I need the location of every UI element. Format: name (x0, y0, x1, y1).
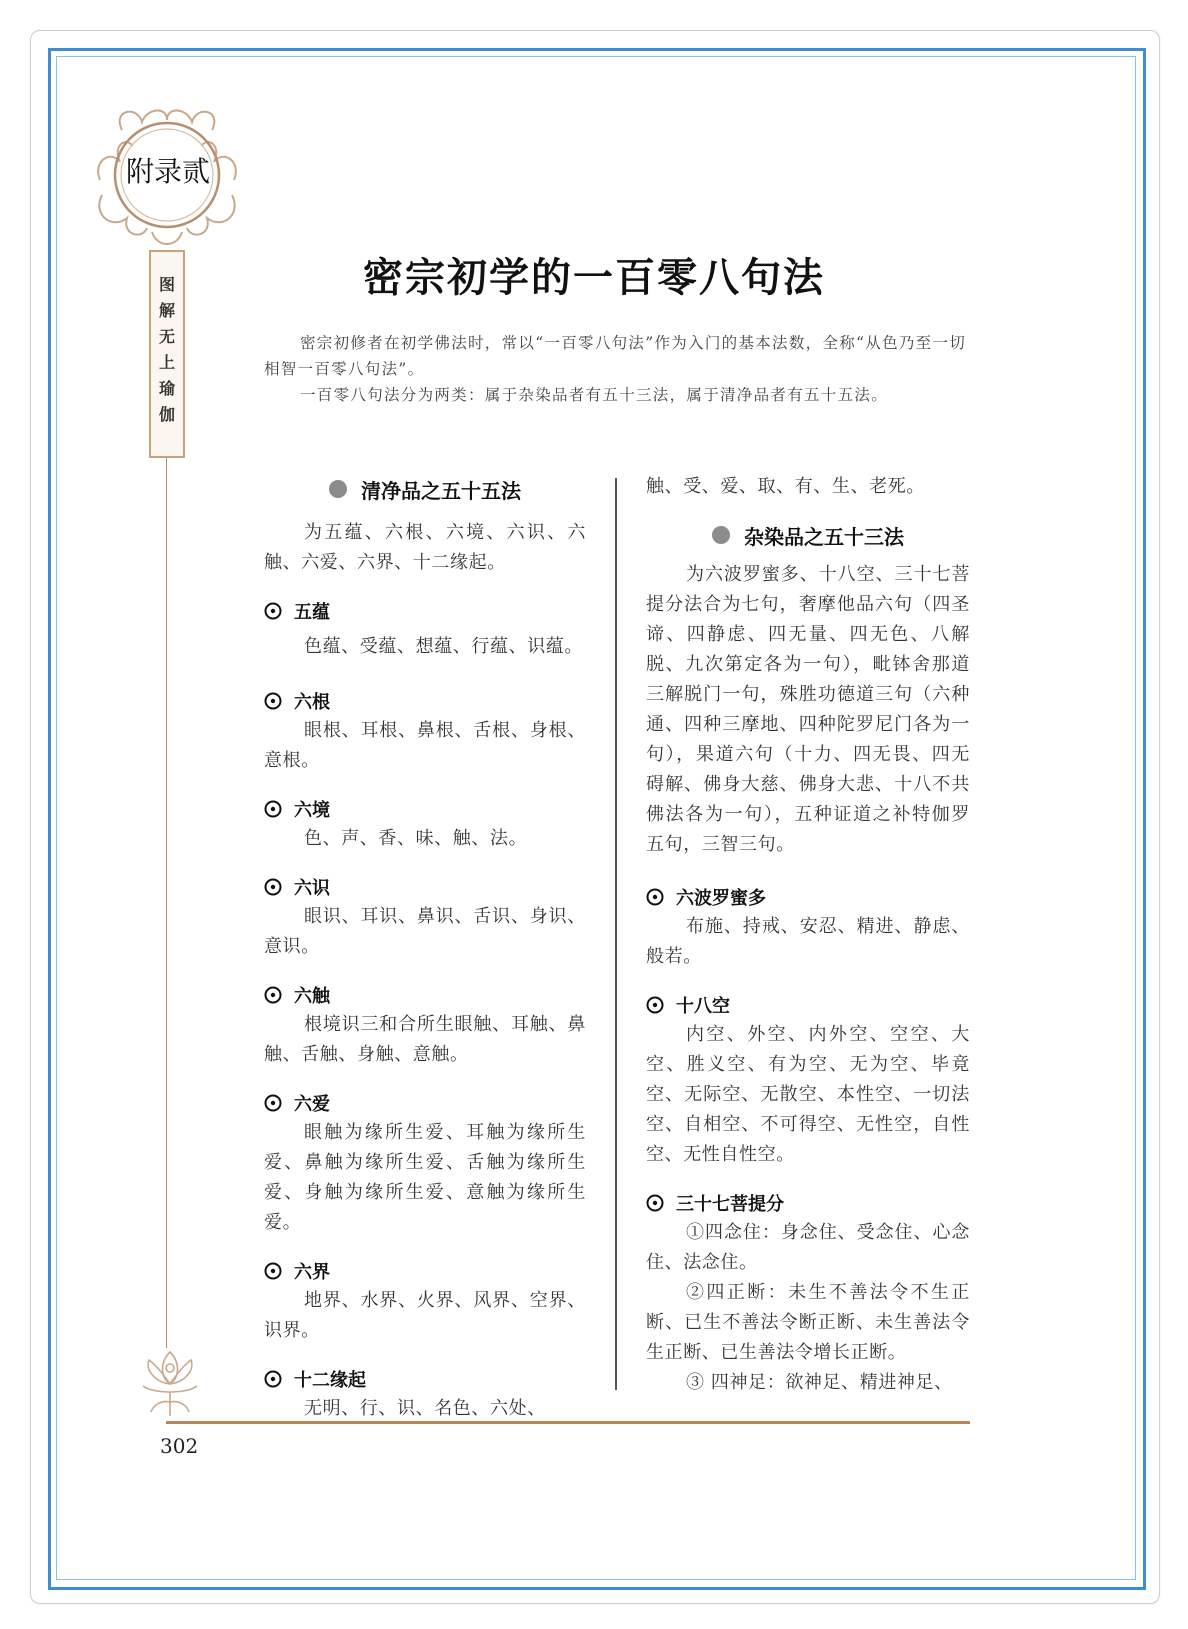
lotus-ornament-icon (135, 1342, 205, 1420)
side-tab-char: 伽 (158, 405, 175, 424)
subsection-title: 六界 (294, 1262, 330, 1283)
appendix-label: 附录贰 (125, 155, 210, 188)
subsection-title: 六爱 (294, 1094, 330, 1115)
subsection-heading (264, 794, 586, 824)
subsection-heading (264, 872, 586, 902)
circled-dot-icon (264, 878, 282, 896)
intro-block (264, 330, 972, 408)
circled-dot-icon (264, 1370, 282, 1388)
circled-dot-icon (646, 1194, 664, 1212)
intro-paragraph: 密宗初修者在初学佛法时，常以“一百零八句法”作为入门的基本法数，全称“从色乃至一切相智一百零八句法”。 (264, 334, 967, 378)
subsection-body: 色蕴、受蕴、想蕴、行蕴、识蕴。 (304, 636, 583, 657)
subsection-heading (264, 1364, 586, 1394)
subsection-body: 内空、外空、内外空、空空、大空、胜义空、有为空、无为空、毕竟空、无际空、无散空、本性空、一切法空、自相空、不可得空、无性空，自性空、无性自性空。 (646, 1024, 970, 1165)
subsection-heading (646, 882, 970, 912)
section-heading-text: 清净品之五十五法 (361, 478, 521, 503)
subsection-heading (646, 1188, 970, 1218)
section-intro: 为六波罗蜜多、十八空、三十七菩提分法合为七句，奢摩他品六句（四圣谛、四静虑、四无量、四无色、八解脱、九次第定各为一句），毗钵舍那道三解脱门一句，殊胜功德道三句（六种通、四种三摩地、四种陀罗尼门各为一句），果道六句（十力、四无畏、四无碍解、佛身大慈、佛身大悲、十八不共佛法各为一句），五种证道之补特伽罗五句，三智三句。 (646, 564, 970, 855)
circled-dot-icon (264, 1094, 282, 1112)
side-tab-char: 上 (158, 353, 175, 372)
subsection-title: 十八空 (676, 996, 730, 1017)
subsection-heading (646, 990, 970, 1020)
continuation-text: 触、受、爱、取、有、生、老死。 (646, 476, 925, 497)
list-item: ③ 四神足：欲神足、精进神足、 (686, 1372, 953, 1393)
subsection-title: 五蕴 (294, 602, 330, 623)
circled-dot-icon (264, 602, 282, 620)
circled-dot-icon (264, 986, 282, 1004)
side-vertical-rule (166, 458, 167, 1348)
circled-dot-icon (646, 888, 664, 906)
subsection-title: 六波罗蜜多 (676, 888, 766, 909)
section-heading-text: 杂染品之五十三法 (744, 524, 904, 549)
intro-paragraph: 一百零八句法分为两类：属于杂染品者有五十三法，属于清净品者有五十五法。 (300, 386, 889, 404)
subsection-body: 根境识三和合所生眼触、耳触、鼻触、舌触、身触、意触。 (264, 1014, 586, 1065)
subsection-heading (264, 980, 586, 1010)
subsection-title: 三十七菩提分 (676, 1194, 784, 1215)
subsection-heading (264, 1088, 586, 1118)
circled-dot-icon (646, 996, 664, 1014)
subsection-body: 眼识、耳识、鼻识、舌识、身识、意识。 (264, 906, 586, 957)
side-tab-char: 无 (158, 327, 175, 346)
list-item: ①四念住：身念住、受念住、心念住、法念住。 (646, 1222, 970, 1273)
section-intro: 为五蕴、六根、六境、六识、六触、六爱、六界、十二缘起。 (264, 522, 586, 573)
page-title: 密宗初学的一百零八句法 (363, 254, 825, 301)
right-column (646, 472, 970, 1398)
bullet-dot-icon (329, 480, 347, 498)
subsection-body: 无明、行、识、名色、六处、 (304, 1398, 546, 1419)
subsection-title: 六境 (294, 800, 330, 821)
section-heading (646, 520, 970, 550)
subsection-body: 眼根、耳根、鼻根、舌根、身根、意根。 (264, 720, 586, 771)
subsection-title: 六根 (294, 692, 330, 713)
circled-dot-icon (264, 692, 282, 710)
page-number: 302 (160, 1434, 199, 1458)
subsection-title: 十二缘起 (294, 1370, 366, 1391)
subsection-body: 布施、持戒、安忍、精进、静虑、般若。 (646, 916, 970, 967)
side-tab-char: 瑜 (158, 379, 175, 398)
list-item: ②四正断：未生不善法令不生正断、已生不善法令断正断、未生善法令生正断、已生善法令增长正断。 (646, 1282, 970, 1363)
side-tab-char: 解 (158, 301, 175, 320)
subsection-heading (264, 686, 586, 716)
subsection-heading (264, 596, 586, 626)
circled-dot-icon (264, 1262, 282, 1280)
subsection-title: 六识 (294, 878, 330, 899)
side-tab-char: 图 (158, 275, 175, 294)
section-heading (264, 474, 586, 504)
left-column (264, 474, 586, 1424)
subsection-heading (264, 1256, 586, 1286)
subsection-body: 眼触为缘所生爱、耳触为缘所生爱、鼻触为缘所生爱、舌触为缘所生爱、身触为缘所生爱、意触为缘所生爱。 (264, 1122, 586, 1233)
column-divider (615, 478, 617, 1390)
circled-dot-icon (264, 800, 282, 818)
bullet-dot-icon (712, 526, 730, 544)
subsection-body: 色、声、香、味、触、法。 (304, 828, 528, 849)
subsection-body: 地界、水界、火界、风界、空界、识界。 (264, 1290, 586, 1341)
subsection-title: 六触 (294, 986, 330, 1007)
footer-rule (166, 1421, 970, 1424)
